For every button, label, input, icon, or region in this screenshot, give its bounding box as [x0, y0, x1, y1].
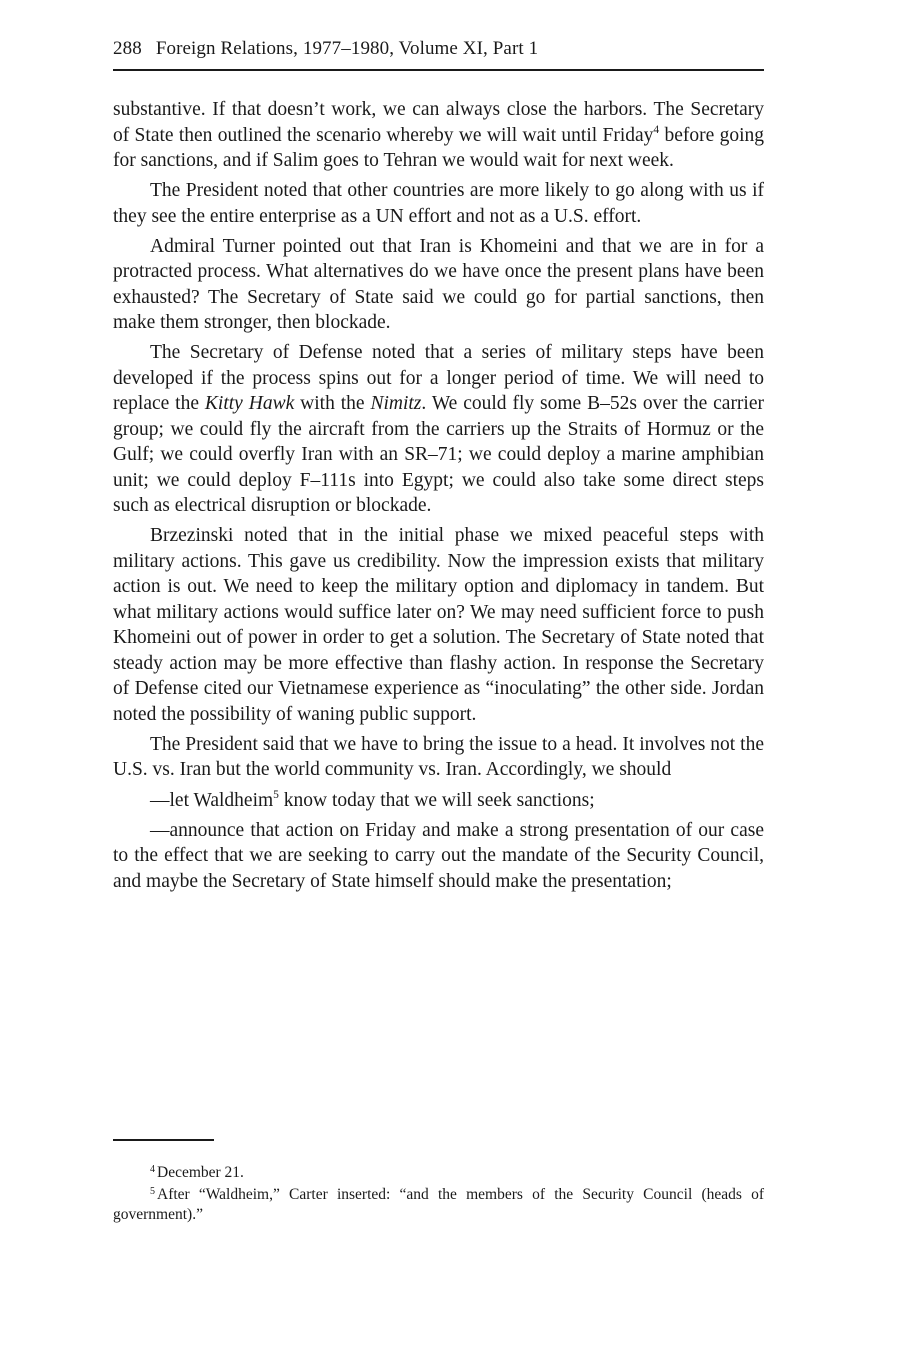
footnote-marker: 4 [150, 1163, 155, 1175]
footnote-rule [113, 1139, 214, 1141]
paragraph-text: substantive. If that doesn’t work, we can always close the harbors. The Secretary of State then outlined the scenario whereby we will wait until Friday [113, 99, 764, 146]
paragraph-text: The Secretary of Defense noted that a series of military steps have been developed if the process spins out for a longer period of time. We will need to replace the [113, 342, 764, 415]
italic-text: Kitty Hawk [204, 393, 295, 415]
paragraph-text: . We could fly some B–52s over the carrier group; we could fly the aircraft from the carriers up the Straits of Hormuz or the Gulf; we could overfly Iran with an SR–71; we could deploy a marine amphibian unit; we could deploy F–111s into Egypt; we could also take some direct steps such as electrical disruption or blockade. [113, 393, 764, 517]
footnote [113, 1163, 764, 1183]
paragraph [113, 178, 764, 229]
paragraph [113, 523, 764, 727]
footnote-text: December 21. [157, 1164, 244, 1181]
paragraph [113, 340, 764, 519]
paragraph-text: Brzezinski noted that in the initial phase we mixed peaceful steps with military actions. This gave us credibility. Now the impression exists that military action is out. We need to keep the military option and diplomacy in tandem. But what military actions would suffice later on? We may need sufficient force to push Khomeini out of power in order to get a solution. The Secretary of State noted that steady action may be more effective than flashy action. In response the Secretary of Defense cited our Vietnamese experience as “inoculating” the other side. Jordan noted the possibility of waning public support. [113, 525, 764, 725]
running-header [113, 34, 764, 64]
paragraph [113, 732, 764, 783]
running-title: Foreign Relations, 1977–1980, Volume XI, Part 1 [155, 38, 539, 59]
italic-text: Nimitz [370, 393, 422, 415]
body-text [113, 97, 764, 894]
footnotes [113, 1163, 764, 1227]
paragraph [113, 818, 764, 895]
paragraph-text: The President noted that other countries are more likely to go along with us if they see the entire enterprise as a UN effort and not as a U.S. effort. [113, 180, 764, 227]
paragraph-text: Admiral Turner pointed out that Iran is Khomeini and that we are in for a protracted process. What alternatives do we have once the present plans have been exhausted? The Secretary of State said we could go for partial sanctions, then make them stronger, then blockade. [113, 235, 764, 334]
footnote-text: After “Waldheim,” Carter inserted: “and the members of the Security Council (heads of government).” [113, 1186, 764, 1223]
paragraph [113, 788, 764, 814]
paragraph-text: know today that we will seek sanctions; [278, 789, 595, 811]
page-number: 288 [113, 38, 142, 59]
header-rule [113, 69, 764, 71]
paragraph-text: —announce that action on Friday and make a strong presentation of our case to the effect that we are seeking to carry out the mandate of the Security Council, and maybe the Secretary of State himself should make the presentation; [113, 819, 764, 892]
footnote [113, 1185, 764, 1225]
paragraph [113, 234, 764, 336]
paragraph-text: with the [294, 393, 371, 415]
document-page [113, 34, 764, 899]
footnote-reference: 4 [653, 123, 660, 136]
paragraph-text: —let Waldheim [150, 789, 274, 811]
paragraph [113, 97, 764, 174]
footnote-marker: 5 [150, 1185, 155, 1197]
paragraph-text: before going for sanctions, and if Salim goes to Tehran we would wait for next week. [113, 124, 764, 171]
footnote-reference: 5 [273, 788, 279, 801]
paragraph-text: The President said that we have to bring the issue to a head. It involves not the U.S. vs. Iran but the world community vs. Iran. Accordingly, we should [113, 733, 764, 781]
